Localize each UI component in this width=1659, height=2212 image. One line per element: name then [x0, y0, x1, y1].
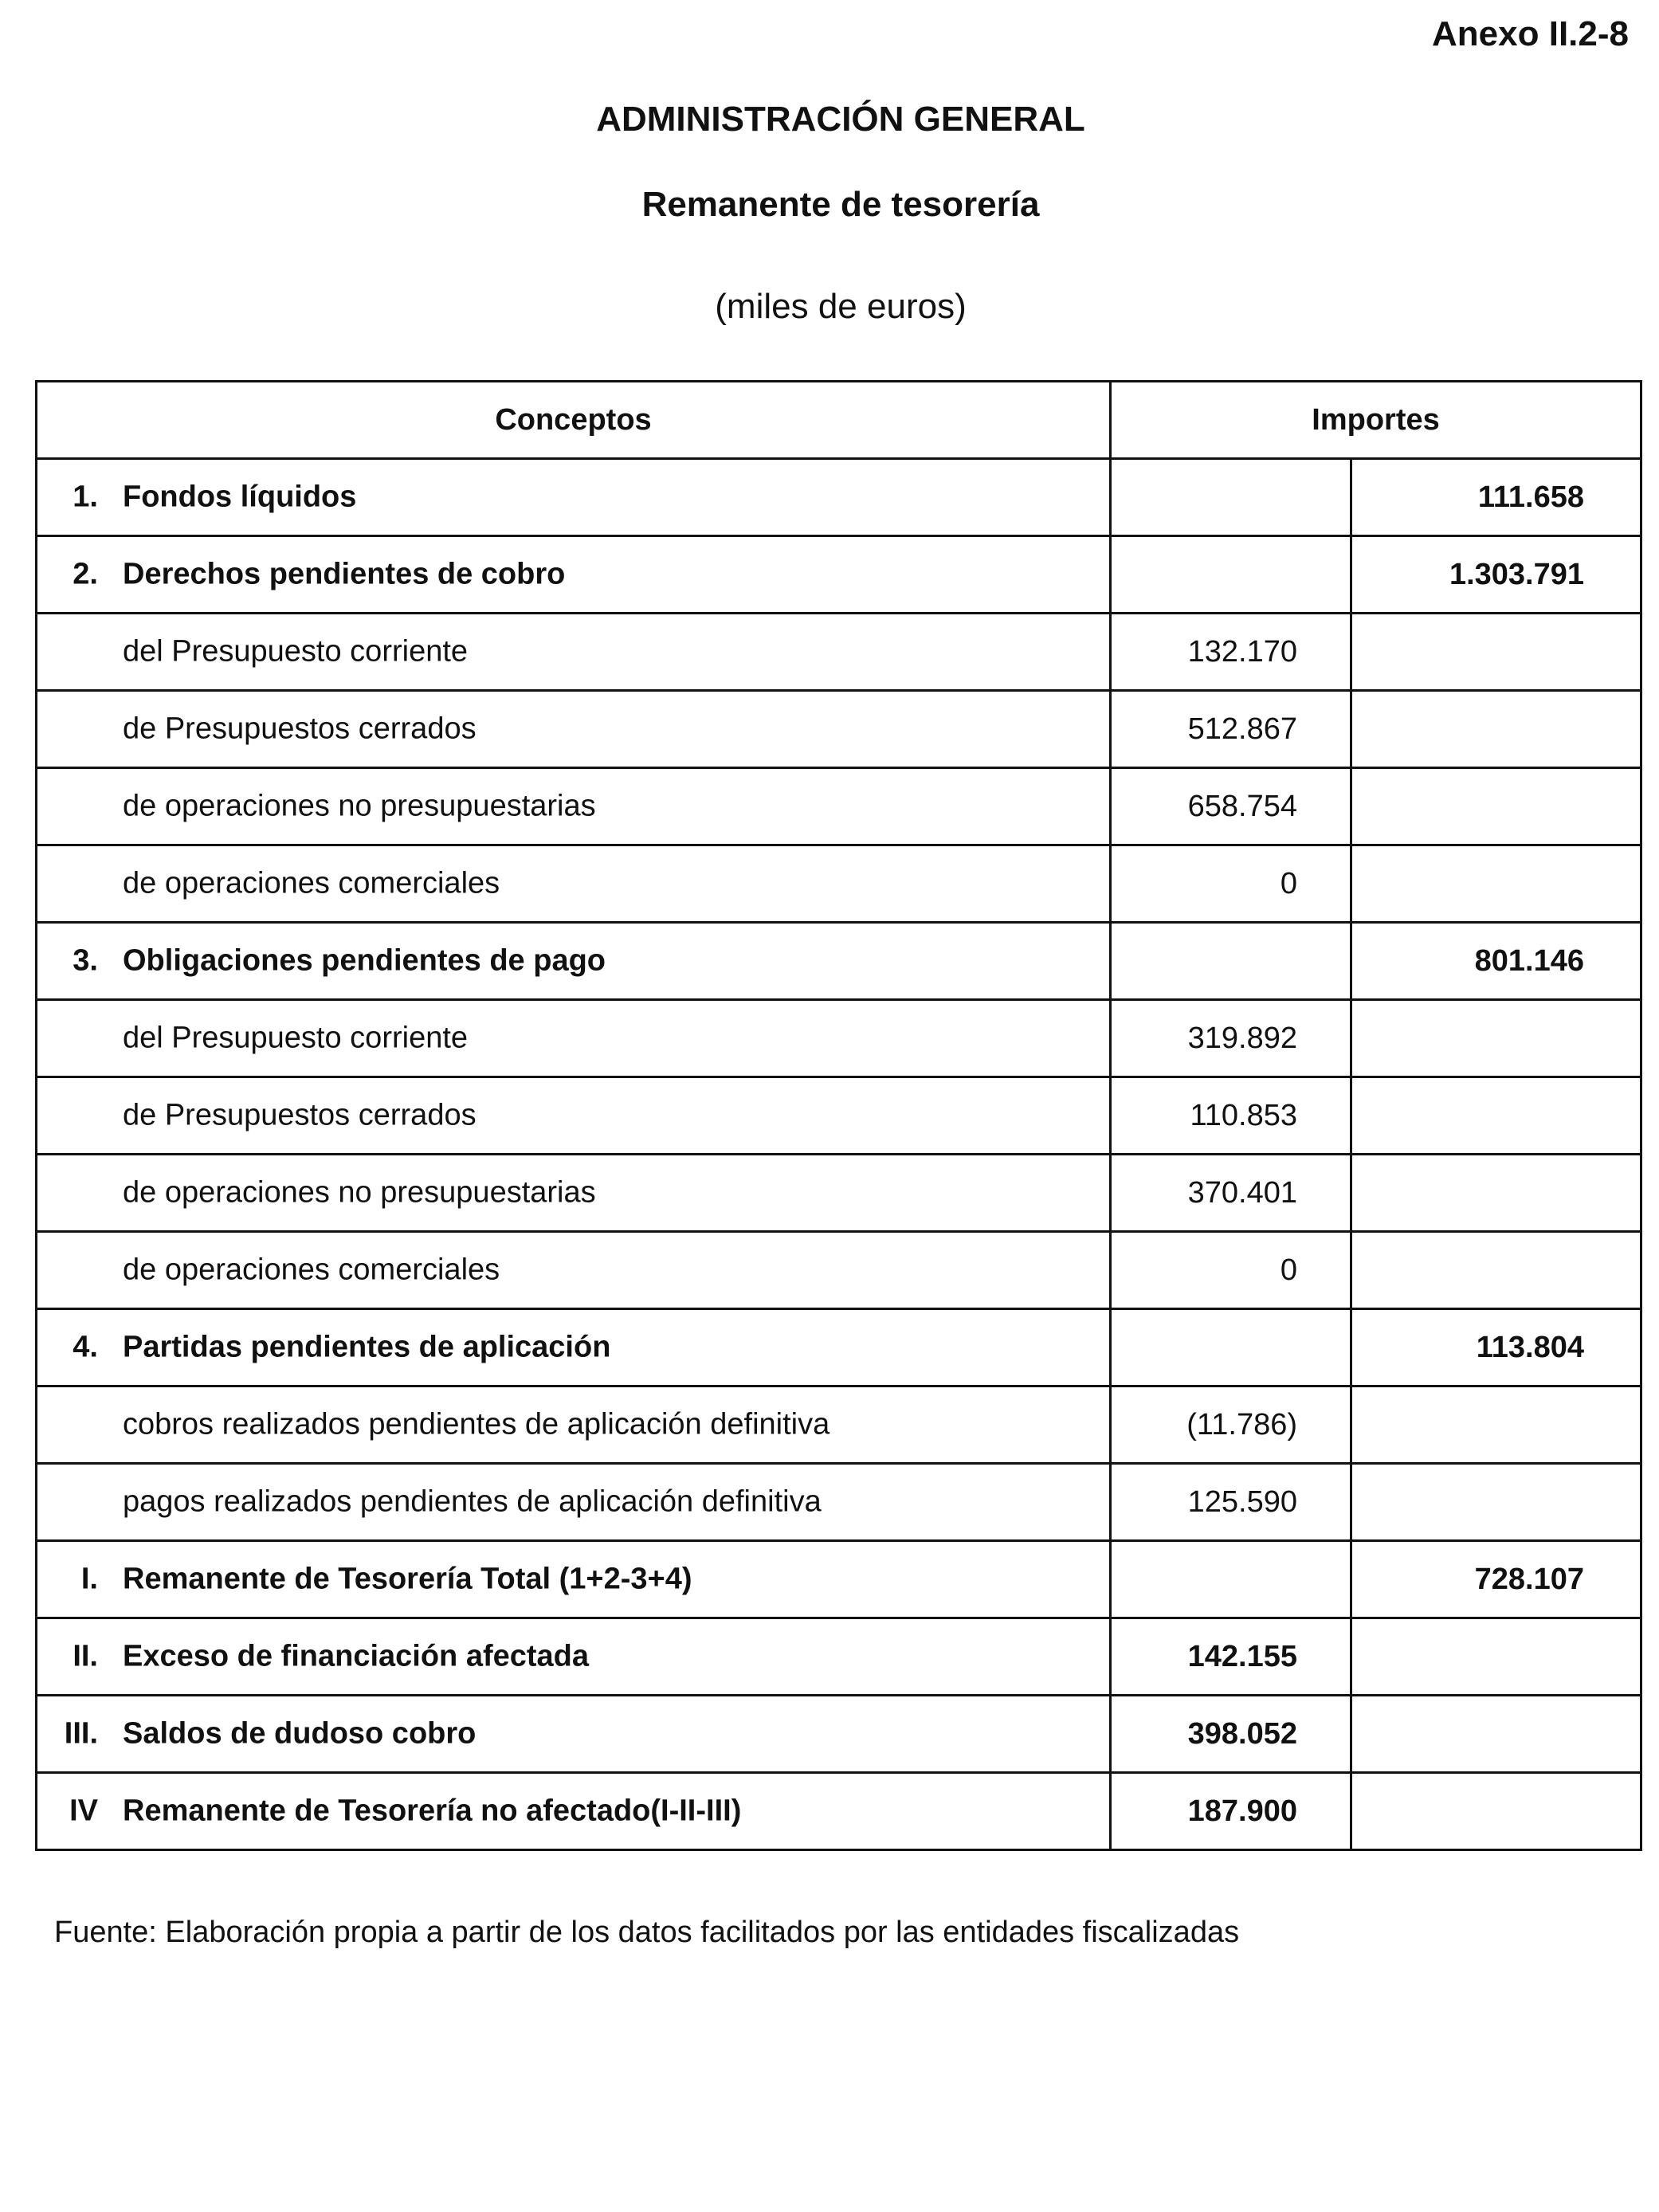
row-label: cobros realizados pendientes de aplicación definitiva — [123, 1407, 830, 1441]
row-label: del Presupuesto corriente — [123, 634, 469, 669]
concept-cell — [37, 1464, 1111, 1541]
table-row — [37, 1464, 1641, 1541]
table-row — [37, 1000, 1641, 1077]
sub-amount-cell: 319.892 — [1111, 1000, 1351, 1077]
row-index: 3. — [73, 943, 98, 978]
table-row — [37, 1077, 1641, 1155]
row-index: III. — [64, 1716, 98, 1751]
total-amount-cell: 801.146 — [1351, 923, 1641, 1000]
total-amount-cell — [1351, 1773, 1641, 1850]
total-amount-cell — [1351, 1000, 1641, 1077]
sub-amount-cell: 370.401 — [1111, 1155, 1351, 1232]
table-row — [37, 768, 1641, 845]
row-label: de operaciones no presupuestarias — [123, 1175, 596, 1210]
row-label: Saldos de dudoso cobro — [123, 1716, 477, 1751]
sub-amount-cell: 110.853 — [1111, 1077, 1351, 1155]
row-index: 4. — [73, 1330, 98, 1364]
header-concepts: Conceptos — [37, 382, 1111, 459]
table-row — [37, 1618, 1641, 1696]
sub-amount-cell: 658.754 — [1111, 768, 1351, 845]
total-amount-cell: 113.804 — [1351, 1309, 1641, 1386]
units-note: (miles de euros) — [715, 287, 967, 326]
sub-amount-cell: 142.155 — [1111, 1618, 1351, 1696]
document-subtitle: Remanente de tesorería — [641, 185, 1040, 224]
sub-amount-cell — [1111, 459, 1351, 536]
sub-amount-cell: 0 — [1111, 845, 1351, 923]
row-index: 1. — [73, 480, 98, 514]
sub-amount-cell: (11.786) — [1111, 1386, 1351, 1464]
row-label: del Presupuesto corriente — [123, 1021, 469, 1055]
table-row — [37, 459, 1641, 536]
row-label: de operaciones comerciales — [123, 866, 500, 900]
treasury-table — [35, 380, 1642, 1851]
row-label: de Presupuestos cerrados — [123, 712, 477, 746]
sub-amount-cell — [1111, 1541, 1351, 1618]
concept-cell — [37, 1077, 1111, 1155]
row-index: I. — [80, 1562, 98, 1596]
sub-amount-cell: 125.590 — [1111, 1464, 1351, 1541]
header-amounts: Importes — [1111, 382, 1641, 459]
concept-cell — [37, 459, 1111, 536]
total-amount-cell — [1351, 1618, 1641, 1696]
row-label: de Presupuestos cerrados — [123, 1098, 477, 1132]
concept-cell — [37, 536, 1111, 614]
total-amount-cell — [1351, 768, 1641, 845]
row-label: de operaciones no presupuestarias — [123, 789, 596, 823]
sub-amount-cell: 187.900 — [1111, 1773, 1351, 1850]
sub-amount-cell — [1111, 1309, 1351, 1386]
table-row — [37, 614, 1641, 691]
table-row — [37, 1696, 1641, 1773]
total-amount-cell — [1351, 1232, 1641, 1309]
total-amount-cell — [1351, 1077, 1641, 1155]
total-amount-cell — [1351, 1155, 1641, 1232]
row-label: Partidas pendientes de aplicación — [123, 1330, 611, 1364]
row-label: Derechos pendientes de cobro — [123, 557, 566, 591]
sub-amount-cell: 398.052 — [1111, 1696, 1351, 1773]
concept-cell — [37, 1155, 1111, 1232]
concept-cell — [37, 845, 1111, 923]
table-row — [37, 923, 1641, 1000]
row-label: de operaciones comerciales — [123, 1253, 500, 1287]
total-amount-cell: 111.658 — [1351, 459, 1641, 536]
table-header-row — [37, 382, 1641, 459]
row-label: Remanente de Tesorería no afectado(I-II-III) — [123, 1794, 742, 1828]
sub-amount-cell: 0 — [1111, 1232, 1351, 1309]
table-row — [37, 1386, 1641, 1464]
table-row — [37, 536, 1641, 614]
row-index: IV — [69, 1794, 98, 1828]
concept-cell — [37, 1000, 1111, 1077]
table-row — [37, 1773, 1641, 1850]
table-row — [37, 1232, 1641, 1309]
concept-cell — [37, 768, 1111, 845]
table-row — [37, 1155, 1641, 1232]
total-amount-cell — [1351, 1696, 1641, 1773]
total-amount-cell — [1351, 691, 1641, 768]
concept-cell — [37, 1309, 1111, 1386]
row-label: Remanente de Tesorería Total (1+2-3+4) — [123, 1562, 692, 1596]
table-body — [37, 459, 1641, 1850]
concept-cell — [37, 1773, 1111, 1850]
concept-cell — [37, 923, 1111, 1000]
table-row — [37, 1309, 1641, 1386]
row-label: Fondos líquidos — [123, 480, 357, 514]
source-note: Fuente: Elaboración propia a partir de los datos facilitados por las entidades fiscalizadas — [54, 1916, 1240, 1949]
row-index: II. — [73, 1639, 98, 1673]
total-amount-cell — [1351, 1464, 1641, 1541]
row-label: Obligaciones pendientes de pago — [123, 943, 606, 978]
total-amount-cell — [1351, 845, 1641, 923]
sub-amount-cell — [1111, 536, 1351, 614]
concept-cell — [37, 691, 1111, 768]
document-title: ADMINISTRACIÓN GENERAL — [596, 100, 1085, 139]
total-amount-cell — [1351, 614, 1641, 691]
sub-amount-cell: 132.170 — [1111, 614, 1351, 691]
concept-cell — [37, 1232, 1111, 1309]
table-row — [37, 691, 1641, 768]
row-label: pagos realizados pendientes de aplicación definitiva — [123, 1484, 822, 1519]
table-row — [37, 1541, 1641, 1618]
row-index: 2. — [73, 557, 98, 591]
table-row — [37, 845, 1641, 923]
sub-amount-cell — [1111, 923, 1351, 1000]
concept-cell — [37, 1696, 1111, 1773]
concept-cell — [37, 614, 1111, 691]
row-label: Exceso de financiación afectada — [123, 1639, 590, 1673]
sub-amount-cell: 512.867 — [1111, 691, 1351, 768]
concept-cell — [37, 1386, 1111, 1464]
total-amount-cell: 1.303.791 — [1351, 536, 1641, 614]
annex-label: Anexo II.2-8 — [1432, 14, 1629, 53]
concept-cell — [37, 1618, 1111, 1696]
total-amount-cell: 728.107 — [1351, 1541, 1641, 1618]
total-amount-cell — [1351, 1386, 1641, 1464]
concept-cell — [37, 1541, 1111, 1618]
